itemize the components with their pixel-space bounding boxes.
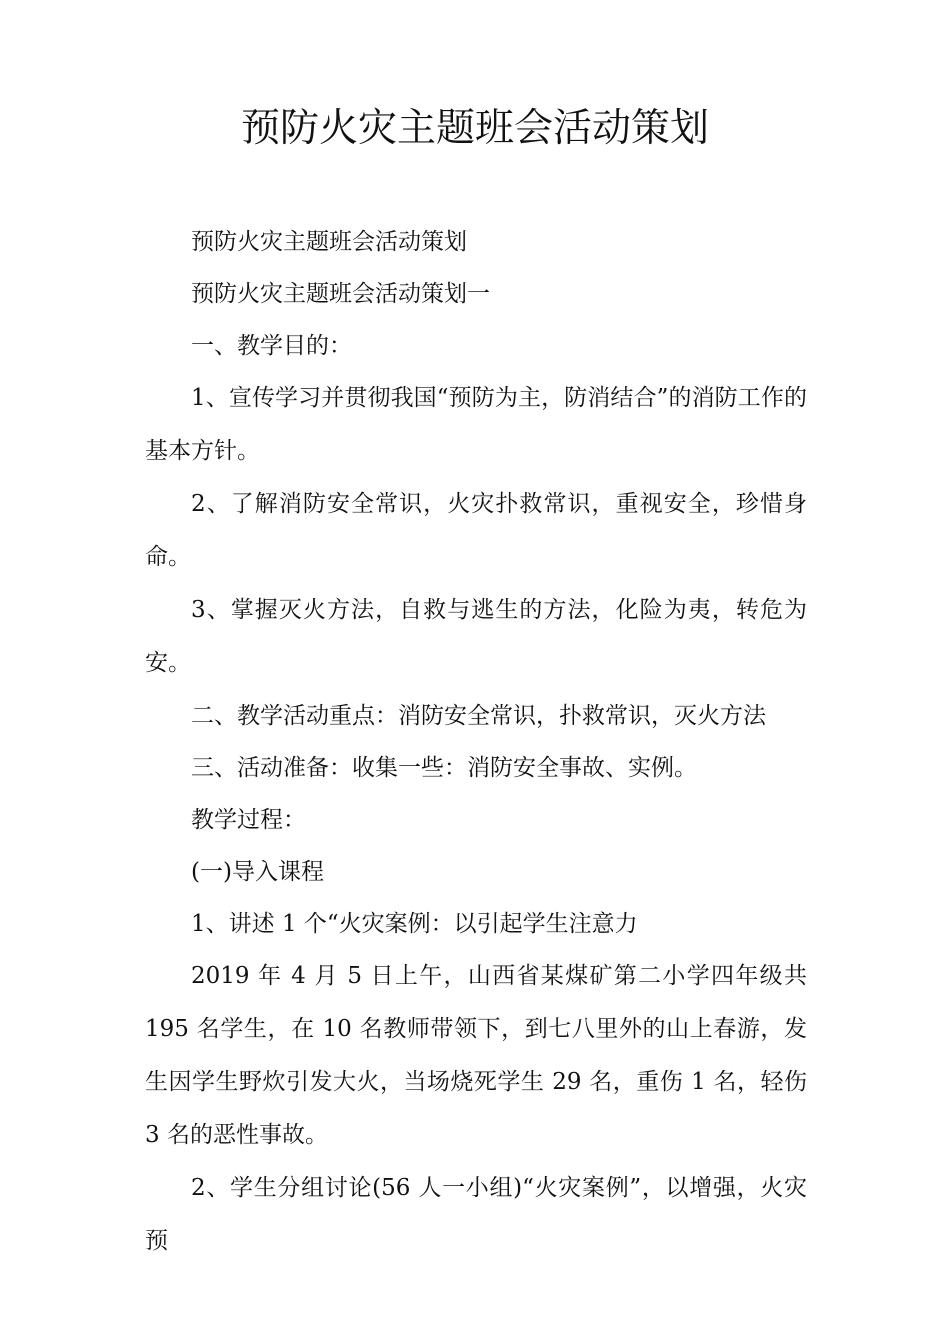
paragraph-teaching-goal-heading: 一、教学目的： — [191, 333, 352, 359]
paragraph-intro-heading: (一)导入课程 — [191, 859, 324, 885]
paragraph-goal-2: 2、了解消防安全常识，火灾扑救常识，重视安全，珍惜身命。 — [145, 491, 807, 570]
document-title: 预防火灾主题班会活动策划 — [240, 106, 709, 151]
paragraph-key-points: 二、教学活动重点：消防安全常识，扑救常识，灭火方法 — [191, 703, 766, 729]
paragraph-section-heading: 预防火灾主题班会活动策划一 — [191, 281, 490, 307]
paragraph-process-heading: 教学过程： — [191, 807, 306, 833]
document-body — [145, 216, 807, 1268]
paragraph-group-discussion: 2、学生分组讨论(56 人一小组)“火灾案例”，以增强，火灾预 — [145, 1175, 807, 1254]
paragraph-case-detail: 2019 年 4 月 5 日上午，山西省某煤矿第二小学四年级共 195 名学生，在 10 名教师带领下，到七八里外的山上春游，发生因学生野炊引发大火，当场烧死学生 29 名，重伤 1 名，轻伤 3 名的恶性事故。 — [145, 963, 807, 1148]
paragraph-goal-1: 1、宣传学习并贯彻我国“预防为主，防消结合”的消防工作的基本方针。 — [145, 385, 807, 464]
paragraph-preparation: 三、活动准备：收集一些：消防安全事故、实例。 — [191, 755, 697, 781]
paragraph-case-intro: 1、讲述 1 个“火灾案例：以引起学生注意力 — [191, 911, 638, 937]
paragraph-subtitle: 预防火灾主题班会活动策划 — [191, 229, 467, 255]
paragraph-goal-3: 3、掌握灭火方法，自救与逃生的方法，化险为夷，转危为安。 — [145, 597, 807, 676]
